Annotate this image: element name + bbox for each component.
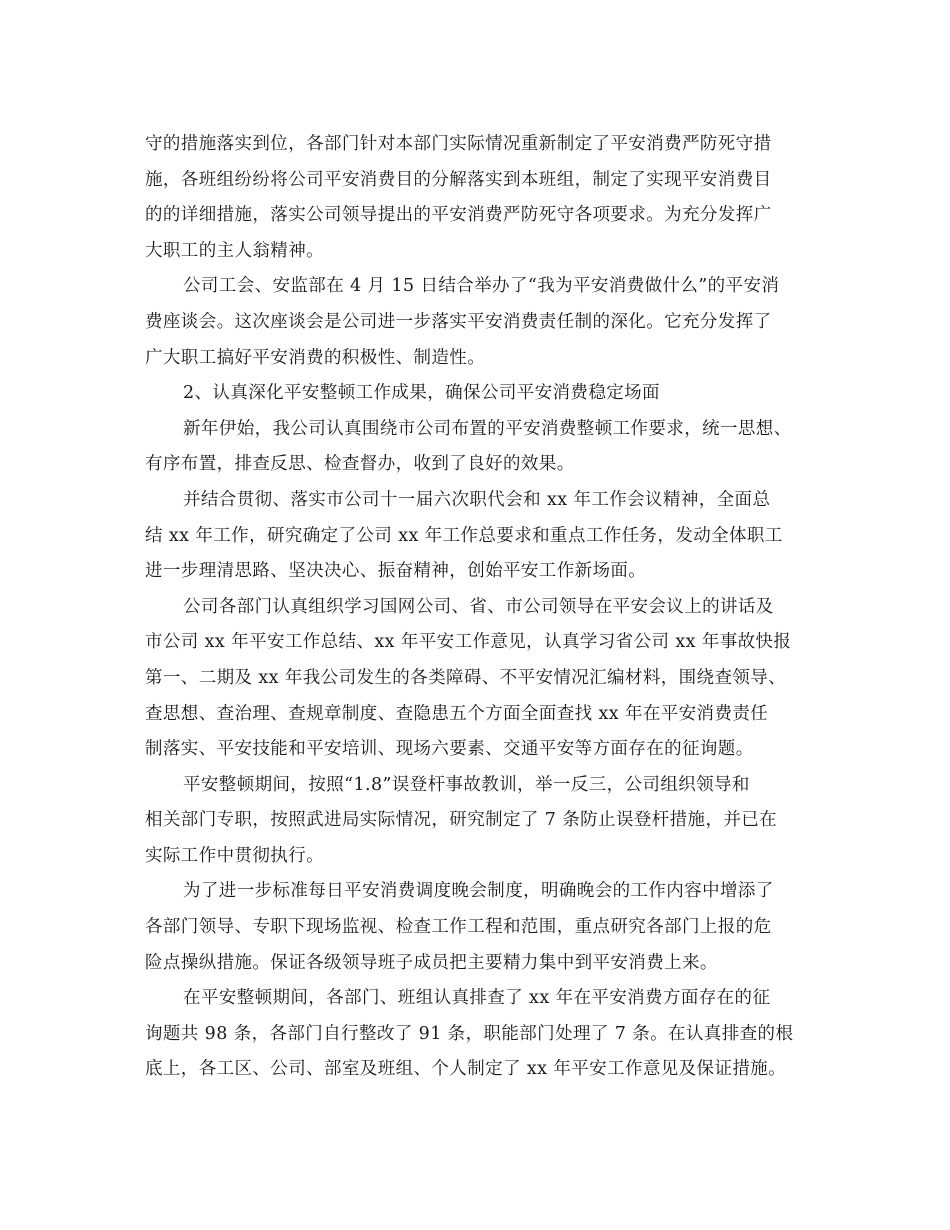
paragraph-first-line: 在平安整顿期间，各部门、班组认真排查了 xx 年在平安消费方面存在的征 [183, 988, 771, 1009]
paragraph-first-line: 平安整顿期间，按照“1.8”误登杆事故教训，举一反三，公司组织领导和 [183, 774, 750, 795]
paragraph-first-line: 并结合贯彻、落实市公司十一届六次职代会和 xx 年工作会议精神，全面总 [183, 489, 771, 510]
text-line: 结 xx 年工作，研究确定了公司 xx 年工作总要求和重点工作任务，发动全体职工 [145, 525, 783, 546]
text-line: 的的详细措施，落实公司领导提出的平安消费严防死守各项要求。为充分发挥广 [145, 205, 772, 226]
document-page [145, 127, 805, 1088]
text-line: 询题共 98 条，各部门自行整改了 91 条，职能部门处理了 7 条。在认真排查的根 [145, 1023, 794, 1044]
text-line: 大职工的主人翁精神。 [145, 240, 324, 261]
text-line: 实际工作中贯彻执行。 [145, 845, 324, 866]
text-line: 第一、二期及 xx 年我公司发生的各类障碍、不平安情况汇编材料，围绕查领导、 [145, 667, 787, 688]
text-line: 市公司 xx 年平安工作总结、xx 年平安工作意见，认真学习省公司 xx 年事故快报 [145, 632, 792, 653]
text-line: 进一步理清思路、坚决决心、振奋精神，创始平安工作新场面。 [145, 561, 647, 582]
text-line: 施，各班组纷纷将公司平安消费目的分解落实到本班组，制定了实现平安消费目 [145, 169, 772, 190]
text-line: 查思想、查治理、查规章制度、查隐患五个方面全面查找 xx 年在平安消费责任 [145, 703, 769, 724]
paragraph-first-line: 新年伊始，我公司认真围绕市公司布置的平安消费整顿工作要求，统一思想、 [183, 418, 792, 439]
text-line: 有序布置，排查反思、检查督办，收到了良好的效果。 [145, 454, 575, 475]
text-line: 广大职工搞好平安消费的积极性、制造性。 [145, 347, 486, 368]
text-line: 险点操纵措施。保证各级领导班子成员把主要精力集中到平安消费上来。 [145, 952, 718, 973]
text-line: 相关部门专职，按照武进局实际情况，研究制定了 7 条防止误登杆措施，并已在 [145, 810, 778, 831]
text-line: 底上，各工区、公司、部室及班组、个人制定了 xx 年平安工作意见及保证措施。 [145, 1059, 787, 1080]
paragraph-first-line: 公司工会、安监部在 4 月 15 日结合举办了“我为平安消费做什么”的平安消 [183, 276, 780, 297]
text-line: 各部门领导、专职下现场监视、检查工作工程和范围，重点研究各部门上报的危 [145, 917, 772, 938]
paragraph-first-line: 公司各部门认真组织学习国网公司、省、市公司领导在平安会议上的讲话及 [183, 596, 774, 617]
text-line: 费座谈会。这次座谈会是公司进一步落实平安消费责任制的深化。它充分发挥了 [145, 311, 772, 332]
text-line: 制落实、平安技能和平安培训、现场六要素、交通平安等方面存在的征询题。 [145, 739, 754, 760]
paragraph-first-line: 2、认真深化平安整顿工作成果，确保公司平安消费稳定场面 [183, 383, 660, 404]
text-line: 守的措施落实到位，各部门针对本部门实际情况重新制定了平安消费严防死守措 [145, 134, 772, 154]
paragraph-first-line: 为了进一步标准每日平安消费调度晚会制度，明确晚会的工作内容中增添了 [183, 881, 774, 902]
